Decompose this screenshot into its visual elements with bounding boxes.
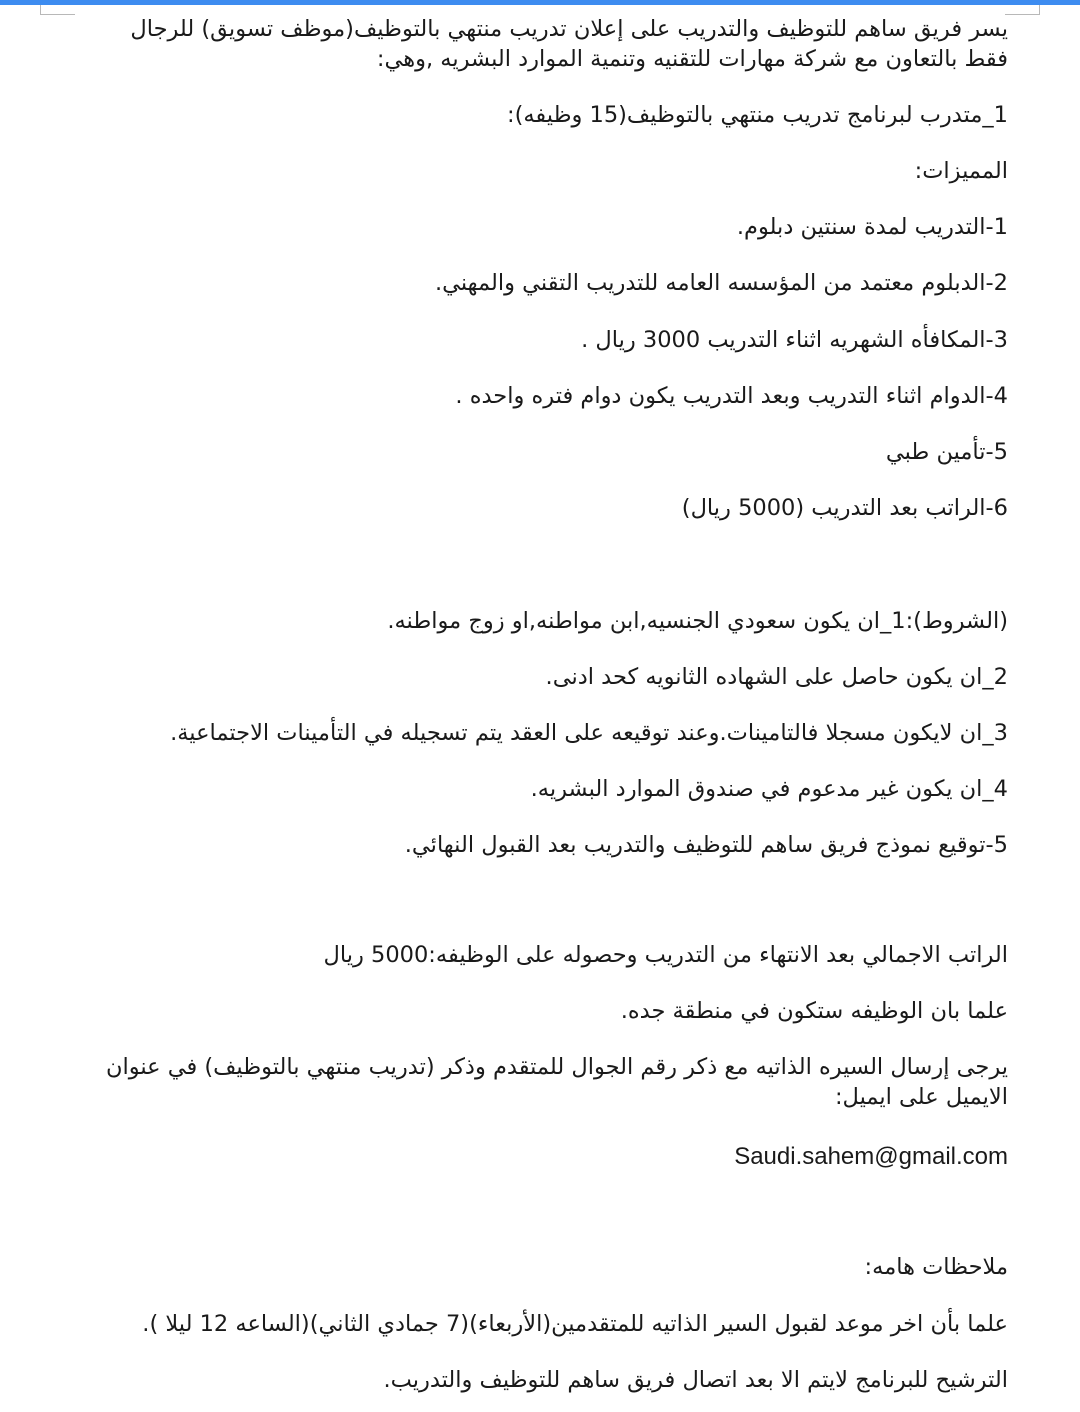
job-location-line: علما بان الوظيفه ستكون في منطقة جده. [620, 998, 1008, 1024]
condition-item: 4_ان يكون غير مدعوم في صندوق الموارد البشريه. [530, 776, 1008, 802]
contact-email-link[interactable]: Saudi.sahem@gmail.com [734, 1143, 1008, 1170]
feature-item: 1-التدريب لمدة سنتين دبلوم. [736, 214, 1008, 240]
condition-item: 3_ان لايكون مسجلا فالتامينات.وعند توقيعه على العقد يتم تسجيله في التأمينات الاجتماعية. [170, 720, 1008, 746]
nomination-note: الترشيح للبرنامج لايتم الا بعد اتصال فريق ساهم للتوظيف والتدريب. [383, 1367, 1008, 1393]
feature-item: 2-الدبلوم معتمد من المؤسسه العامه للتدريب التقني والمهني. [434, 270, 1008, 296]
page-corner-mark-right [1005, 5, 1040, 15]
apply-instructions: يرجى إرسال السيره الذاتيه مع ذكر رقم الجوال للمتقدم وذكر (تدريب منتهي بالتوظيف) في عنوان الايميل على ايميل: [105, 1054, 1008, 1110]
feature-item: 5-تأمين طبي [885, 439, 1008, 465]
condition-item: 2_ان يكون حاصل على الشهاده الثانويه كحد ادنى. [545, 664, 1008, 690]
deadline-note: علما بأن اخر موعد لقبول السير الذاتيه للمتقدمين(الأربعاء)(7 جمادي الثاني)(الساعه 12 ليلا ). [142, 1311, 1008, 1337]
feature-item: 3-المكافأه الشهريه اثناء التدريب 3000 ريال . [581, 327, 1008, 353]
feature-item: 4-الدوام اثناء التدريب وبعد التدريب يكون دوام فتره واحده . [455, 383, 1008, 409]
program-title: 1_متدرب لبرنامج تدريب منتهي بالتوظيف(15 وظيفه): [506, 102, 1008, 128]
total-salary-line: الراتب الاجمالي بعد الانتهاء من التدريب وحصوله على الوظيفه:5000 ريال [323, 942, 1008, 968]
condition-item: 5-توقيع نموذج فريق ساهم للتوظيف والتدريب بعد القبول النهائي. [404, 832, 1008, 858]
notes-heading: ملاحظات هامه: [864, 1254, 1008, 1280]
feature-item: 6-الراتب بعد التدريب (5000 ريال) [681, 495, 1008, 521]
features-heading: المميزات: [914, 158, 1008, 184]
condition-item: (الشروط):1_ان يكون سعودي الجنسيه,ابن مواطنه,او زوج مواطنه. [387, 608, 1008, 634]
top-accent-bar [0, 0, 1080, 5]
intro-paragraph: يسر فريق ساهم للتوظيف والتدريب على إعلان تدريب منتهي بالتوظيف(موظف تسويق) للرجال فقط بالتعاون مع شركة مهارات للتقنيه وتنمية الموارد البشريه ,وهي: [130, 16, 1008, 72]
page-corner-mark-left [40, 5, 75, 15]
